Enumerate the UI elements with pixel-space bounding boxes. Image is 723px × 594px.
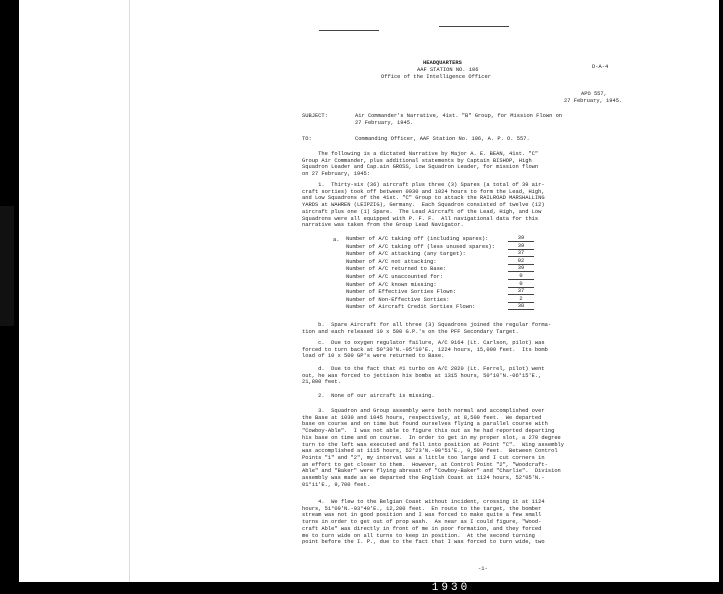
paragraph-3-line: an effort to get closer to them. However, at Control Point "2", "Woodcraft- [302, 461, 548, 468]
station-heading: AAF STATION NO. 106 [417, 67, 479, 73]
subject-line-2: 27 February, 1945. [355, 120, 414, 126]
stat-value: 02 [508, 259, 534, 265]
paragraph-4-line: stream was not in good position and I was forced to make quite a few small [302, 512, 542, 519]
page-number: -1- [478, 566, 488, 572]
paragraph-1-line: and Low Squadrons of the 41st. "C" Group to attack the RAILROAD MARSHALLING [302, 195, 545, 202]
subject-label: SUBJECT: [302, 113, 328, 119]
stat-label: Number of Aircraft Credit Sorties Flown: [346, 304, 476, 311]
paragraph-c-line: forced to turn back at 50°30'N.-05°10'E., 1224 hours, 15,000 feet. Its bomb [302, 346, 548, 353]
stats-label: a. [333, 237, 340, 243]
paragraph-4-line: point before the I. P., due to the fact that I was forced to turn wide, two [302, 539, 545, 546]
stat-label: Number of Non-Effective Sorties: [346, 296, 450, 303]
paragraph-d-line: d. Due to the fact that #1 turbo on A/C 2020 (Lt. Ferrel, pilot) went [302, 366, 545, 372]
paragraph-4-line: hours, 51°09'N.-03°40'E., 12,200 feet. En route to the target, the bomber [302, 505, 542, 512]
page-seam [129, 0, 130, 582]
paragraph-3-line: 3. Squadron and Group assembly were both normal and accomplished over [302, 408, 545, 414]
paragraph-3-line: assembly was made as we departed the English Coast at 1124 hours, 52°05'N.- [302, 475, 545, 481]
stat-label: Number of A/C taking off (including spares): [346, 236, 489, 242]
paragraph-1-line: craft sorties) took off between 0930 and 1024 hours to form the Lead, High, [302, 188, 545, 195]
stat-value: 0 [508, 274, 534, 280]
paragraph-1-line: aircraft plus one (1) Spare. The Lead Aircraft of the Lead, High, and Low [302, 208, 542, 215]
paragraph-3-line: his base on time and on course. In order to get in my proper slot, a 270 degree [302, 434, 561, 441]
intro-line: Squadron Leader and Cap.ain GROSS, Low Squadron Leader, for mission flown [302, 164, 539, 171]
intro-line: The following is a dictated Narrative by Major A. E. BEAN, 41st. "C" [302, 151, 539, 157]
to-label: TO: [302, 136, 312, 142]
stat-value: 37 [508, 289, 534, 295]
paragraph-3-line: turn to the left was executed and fell into position at Point "C". Wing assembly [302, 441, 565, 448]
paragraph-b-line: tion and each released 10 x 500 G.P.'s on the PFF Secondary Target. [302, 328, 519, 335]
paragraph-c-line: load of 10 x 500 GP's were returned to Base. [302, 353, 445, 360]
stat-value: 37 [508, 251, 534, 257]
paragraph-3-line: was accomplished at 1115 hours, 52°23'N.-00°51'E., 9,500 feet. Between Control [302, 448, 558, 455]
stat-label: Number of A/C unaccounted for: [346, 274, 444, 280]
paragraph-4-line: 4. We flew to the Belgian Coast without incident, crossing it at 1124 [302, 499, 545, 505]
paragraph-2: 2. None of our aircraft is missing. [302, 393, 435, 399]
frame-number: 1930 [431, 582, 471, 594]
date-line: 27 February, 1945. [564, 98, 623, 104]
hq-heading: HEADQUARTERS [423, 60, 462, 66]
paragraph-4-line: craft Able" was directly in front of me in poor formation, and they forced [302, 525, 542, 532]
paragraph-3-line: base on course and on time but found ourselves flying a parallel course with [302, 421, 548, 428]
stat-label: Number of A/C attacking (any target): [346, 251, 466, 258]
paragraph-1-line: 1. Thirty-six (36) aircraft plus three (3) Spares (a total of 39 air- [302, 182, 545, 188]
document-ref: D-A-4 [592, 64, 609, 70]
paragraph-b-line: b. Spare Aircraft for all three (3) Squadrons joined the regular forma- [302, 322, 552, 328]
to-text: Commanding Officer, AAF Station No. 106, A. P. O. 557. [355, 136, 530, 142]
subject-line-1: Air Commander's Narrative, 41st. "B" Group, for Mission Flown on [355, 113, 563, 119]
paragraph-4-line: me to turn wide on all turns to keep in position. At the second turning [302, 532, 535, 539]
stat-label: Number of A/C known missing: [346, 281, 437, 288]
intro-line: on 27 February, 1945: [302, 171, 370, 178]
document-page [19, 0, 719, 582]
paragraph-c-line: c. Due to oxygen regulator failure, A/C 9164 (Lt. Carlson, pilot) was [302, 340, 545, 346]
paragraph-d-line: out, he was forced to jettison his bombs at 1315 hours, 50°10'N.-06°15'E., [302, 372, 542, 379]
paragraph-d-line: 21,800 feet. [302, 379, 341, 386]
paragraph-3-line: 01°11'E., 9,700 feet. [302, 481, 370, 488]
paragraph-1-line: Squadrons were all equipped with P. F. F. All navigational data for this [302, 215, 539, 222]
stat-value: 39 [508, 244, 534, 250]
apo-line: APO 557, [581, 91, 607, 97]
stat-value: 39 [508, 236, 534, 242]
paragraph-3-line: the Base at 1030 and 1045 hours, respectively, at 8,500 feet. We departed [302, 414, 542, 421]
film-mark [0, 206, 14, 326]
stat-value: 2 [508, 297, 534, 303]
scribble-mark [439, 26, 509, 27]
stat-label: Number of Effective Sorties Flown: [346, 289, 456, 296]
office-heading: Office of the Intelligence Officer [381, 74, 491, 80]
scribble-mark [319, 30, 379, 31]
left-margin [19, 0, 129, 582]
film-strip [0, 582, 723, 594]
stat-value: 38 [508, 304, 534, 310]
paragraph-4-line: turns in order to get out of prop wash. As near as I could figure, "Wood- [302, 519, 542, 526]
stat-value: 39 [508, 266, 534, 272]
paragraph-1-line: narrative was taken from the Group Lead Navigator. [302, 222, 464, 229]
stat-value: 0 [508, 282, 534, 288]
intro-line: Group Air Commander, plus additional statements by Captain BISHOP, High [302, 157, 532, 164]
stat-label: Number of A/C taking off (less unused spares): [346, 243, 495, 250]
paragraph-3-line: Points "1" and "2", my interval was a little too large and I cut corners in [302, 454, 545, 461]
stat-label: Number of A/C returned to Base: [346, 266, 447, 273]
paragraph-3-line: "Cowboy-Able". I was not able to figure this out as he had reported departing [302, 428, 555, 435]
paragraph-3-line: Able" and "Baker" were flying abreast of "Cowboy-Baker" and "Charlie". Division [302, 468, 561, 475]
stat-label: Number of A/C not attacking: [346, 258, 437, 265]
paragraph-1-line: YARDS at WAHREN (LEIPZIG), Germany. Each Squadron consisted of twelve (12) [302, 202, 545, 209]
